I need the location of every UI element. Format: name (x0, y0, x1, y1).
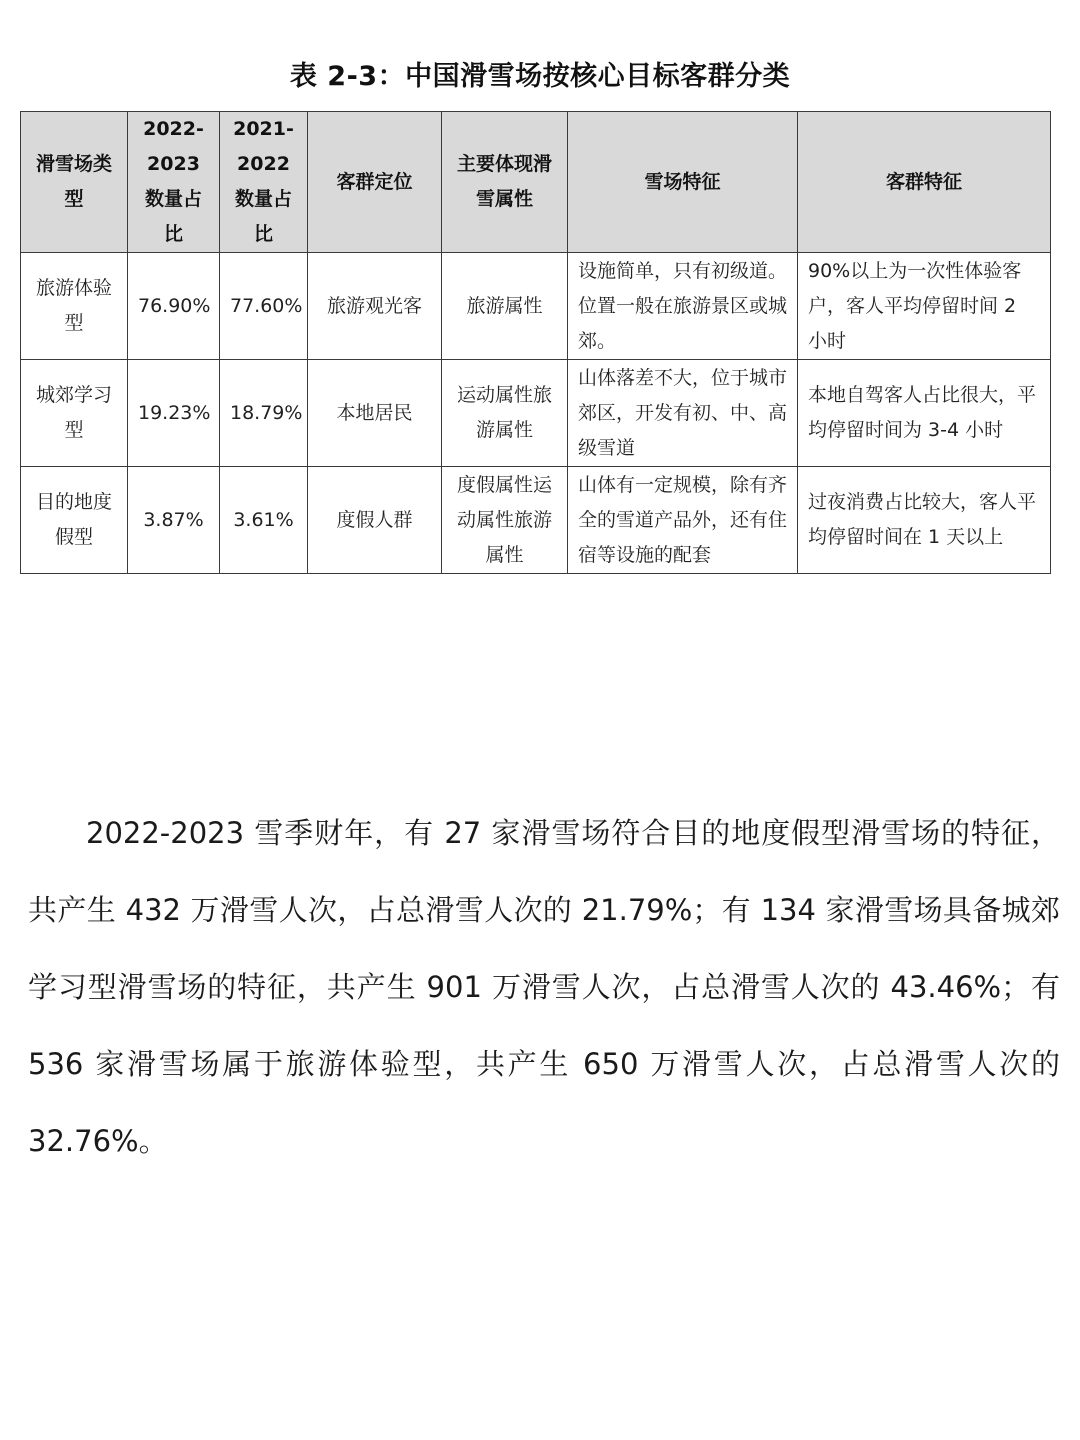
table-row (21, 253, 1051, 360)
table-title: 表 2-3：中国滑雪场按核心目标客群分类 (289, 61, 791, 92)
cell-attribute: 运动属性旅游属性 (442, 360, 568, 467)
cell-attribute: 旅游属性 (442, 253, 568, 360)
cell-positioning: 旅游观光客 (308, 253, 442, 360)
header-attribute: 主要体现滑雪属性 (442, 112, 568, 253)
header-share-2023: 2022-2023数量占比 (128, 112, 220, 253)
cell-customer-features: 过夜消费占比较大，客人平均停留时间在 1 天以上 (798, 467, 1051, 574)
cell-positioning: 本地居民 (308, 360, 442, 467)
cell-customer-features: 本地自驾客人占比很大，平均停留时间为 3-4 小时 (798, 360, 1051, 467)
table-row (21, 360, 1051, 467)
cell-resort-features: 设施简单，只有初级道。位置一般在旅游景区或城郊。 (568, 253, 798, 360)
body-paragraph: 2022-2023 雪季财年，有 27 家滑雪场符合目的地度假型滑雪场的特征，共产生 432 万滑雪人次，占总滑雪人次的 21.79%；有 134 家滑雪场具备城郊学习型滑雪场的特征，共产生 901 万滑雪人次，占总滑雪人次的 43.46%；有 536 家滑雪场属于旅游体验型，共产生 650 万滑雪人次，占总滑雪人次的 32.76%。 (28, 816, 1060, 1158)
cell-resort-features: 山体有一定规模，除有齐全的雪道产品外，还有住宿等设施的配套 (568, 467, 798, 574)
cell-resort-features: 山体落差不大，位于城市郊区，开发有初、中、高级雪道 (568, 360, 798, 467)
ski-resort-classification-table (20, 111, 1051, 574)
header-resort-features: 雪场特征 (568, 112, 798, 253)
cell-type: 城郊学习型 (21, 360, 128, 467)
header-customer-features: 客群特征 (798, 112, 1051, 253)
cell-share-2023: 76.90% (128, 253, 220, 360)
table-row (21, 467, 1051, 574)
cell-share-2022: 3.61% (220, 467, 308, 574)
cell-positioning: 度假人群 (308, 467, 442, 574)
cell-share-2022: 77.60% (220, 253, 308, 360)
header-positioning: 客群定位 (308, 112, 442, 253)
cell-share-2023: 19.23% (128, 360, 220, 467)
cell-type: 旅游体验型 (21, 253, 128, 360)
cell-share-2023: 3.87% (128, 467, 220, 574)
cell-share-2022: 18.79% (220, 360, 308, 467)
table-header-row (21, 112, 1051, 253)
header-type: 滑雪场类型 (21, 112, 128, 253)
cell-attribute: 度假属性运动属性旅游属性 (442, 467, 568, 574)
header-share-2022: 2021-2022数量占比 (220, 112, 308, 253)
cell-customer-features: 90%以上为一次性体验客户，客人平均停留时间 2 小时 (798, 253, 1051, 360)
cell-type: 目的地度假型 (21, 467, 128, 574)
